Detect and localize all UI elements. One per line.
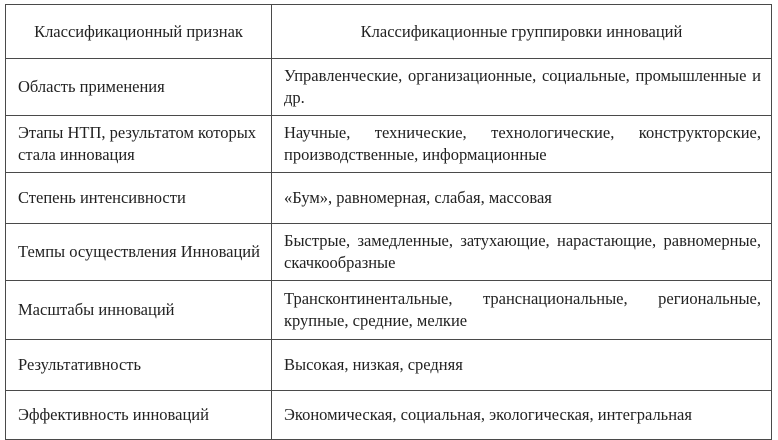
groups-cell: Быстрые, замедленные, затухающие, нарастающие, равномерные, скачкообразные — [272, 224, 772, 281]
table-row — [6, 59, 772, 116]
header-feature: Классификационный признак — [6, 5, 272, 59]
table-row — [6, 391, 772, 440]
feature-cell: Результативность — [6, 340, 272, 391]
classification-table — [5, 4, 772, 440]
groups-cell: Высокая, низкая, средняя — [272, 340, 772, 391]
groups-cell: Экономическая, социальная, экологическая, интегральная — [272, 391, 772, 440]
table-row — [6, 173, 772, 224]
feature-cell: Темпы осуществления Инноваций — [6, 224, 272, 281]
table-row — [6, 281, 772, 340]
feature-cell: Этапы НТП, результатом которых стала инновация — [6, 116, 272, 173]
groups-cell: Управленческие, организационные, социальные, промышленные и др. — [272, 59, 772, 116]
table-row — [6, 340, 772, 391]
table-header-row — [6, 5, 772, 59]
feature-cell: Эффективность инноваций — [6, 391, 272, 440]
groups-cell: Научные, технические, технологические, конструкторские, производственные, информационные — [272, 116, 772, 173]
table-row — [6, 116, 772, 173]
feature-cell: Масштабы инноваций — [6, 281, 272, 340]
header-groups: Классификационные группировки инноваций — [272, 5, 772, 59]
feature-cell: Область применения — [6, 59, 272, 116]
groups-cell: Трансконтинентальные, транснациональные, региональные, крупные, средние, мелкие — [272, 281, 772, 340]
groups-cell: «Бум», равномерная, слабая, массовая — [272, 173, 772, 224]
feature-cell: Степень интенсивности — [6, 173, 272, 224]
table-row — [6, 224, 772, 281]
